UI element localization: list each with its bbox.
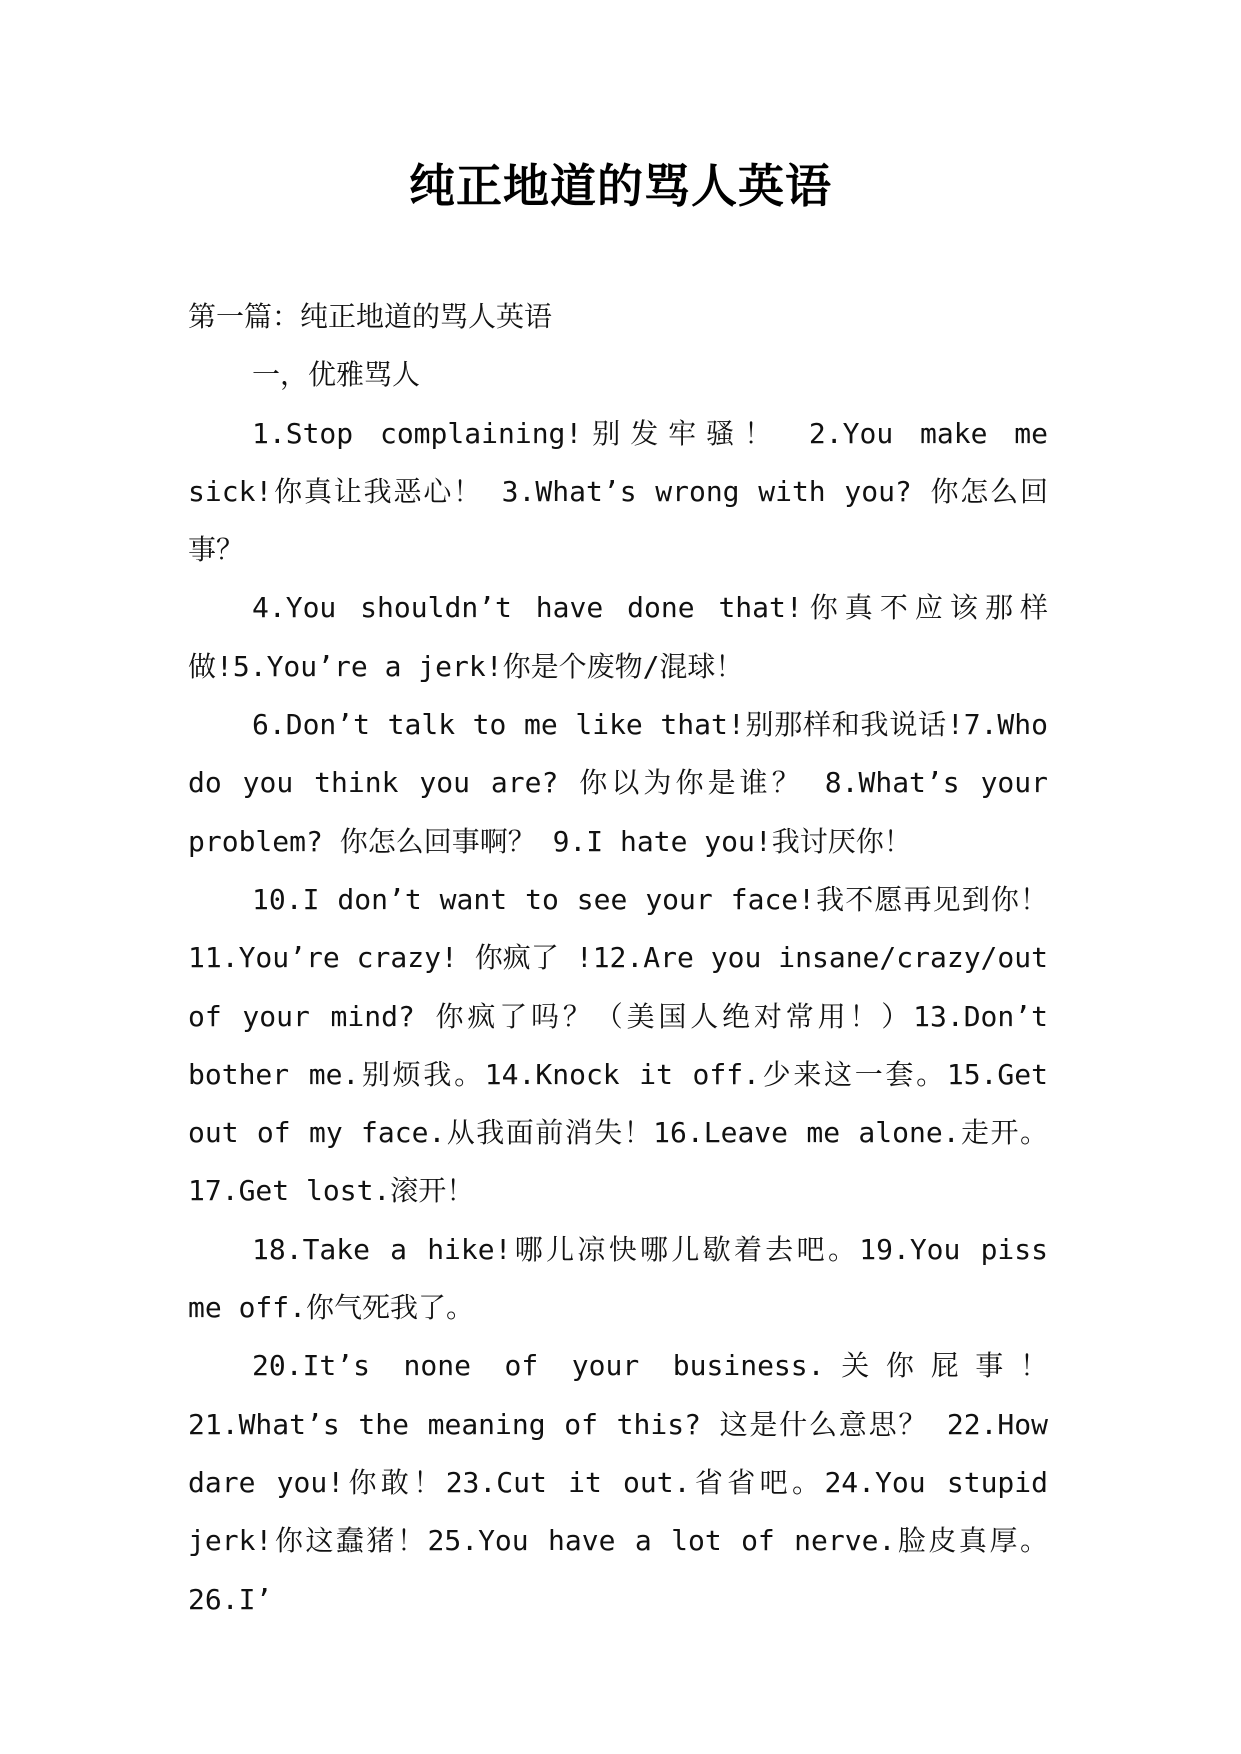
paragraph: 6.Don’t talk to me like that!别那样和我说话!7.Who do you think you are? 你以为你是谁？ 8.What’s your problem? 你怎么回事啊？ 9.I hate you!我讨厌你！ (188, 708, 1048, 858)
paragraph: 20.It’s none of your business.关你屁事！21.What’s the meaning of this? 这是什么意思？ 22.How dare you!你敢！23.Cut it out.省省吧。24.You stupid jerk!你这蠢猪！25.You have a lot of nerve.脸皮真厚。26.I’ (188, 1349, 1048, 1616)
paragraph: 4.You shouldn’t have done that!你真不应该那样做!5.You’re a jerk!你是个废物/混球！ (188, 591, 1048, 683)
paragraph: 1.Stop complaining!别发牢骚！ 2.You make me sick!你真让我恶心！ 3.What’s wrong with you? 你怎么回事？ (188, 416, 1048, 567)
section-heading: 第一篇：纯正地道的骂人英语 (188, 300, 553, 333)
subsection-heading: 一，优雅骂人 (252, 358, 421, 392)
document-body (188, 288, 1048, 1629)
paragraph: 18.Take a hike!哪儿凉快哪儿歇着去吧。19.You piss me off.你气死我了。 (188, 1232, 1048, 1325)
paragraph: 10.I don’t want to see your face!我不愿再见到你！ 11.You’re crazy! 你疯了 !12.Are you insane/crazy/out of your mind? 你疯了吗？（美国人绝对常用！）13.Don’t bother me.别烦我。14.Knock it off.少来这一套。15.Get out of my face.从我面前消失！16.Leave me alone.走开。17.Get lost.滚开！ (188, 882, 1048, 1208)
document-title: 纯正地道的骂人英语 (409, 159, 832, 213)
